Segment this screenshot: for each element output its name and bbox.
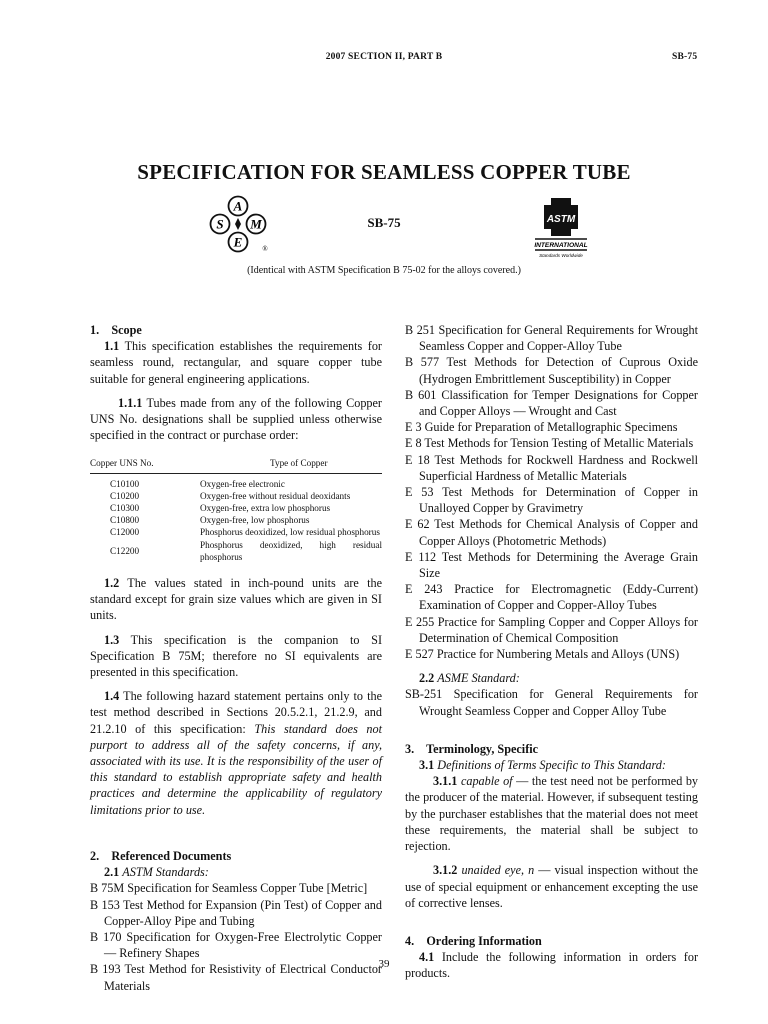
section-heading-terminology: 3. Terminology, Specific bbox=[405, 741, 539, 756]
para-text: Tubes made from any of the following Copper UNS No. designations shall be supplied unless otherwise specified in the contract or purchase order: bbox=[90, 395, 382, 443]
astm-logo-tagline: Standards Worldwide bbox=[539, 253, 583, 258]
para-number: 4.1 bbox=[419, 950, 435, 965]
uns-cell: C10800 bbox=[110, 515, 140, 526]
reference-item: B 75M Specification for Seamless Copper Tube [Metric] bbox=[90, 881, 368, 896]
document-title: SPECIFICATION FOR SEAMLESS COPPER TUBE bbox=[137, 160, 631, 184]
type-cell: Oxygen-free, extra low phosphorus bbox=[200, 503, 331, 514]
para-subtitle: ASTM Standards: bbox=[122, 865, 209, 880]
para-number: 2.2 bbox=[419, 671, 435, 686]
running-header-left: 2007 SECTION II, PART B bbox=[325, 52, 443, 62]
table-row bbox=[90, 473, 382, 490]
asme-letter-e: E bbox=[233, 234, 243, 250]
paragraph-2-1 bbox=[90, 864, 382, 880]
hazard-statement: This standard does not purport to address all of the safety concerns, if any, associated with its use. It is the responsibility of the user of this standard to establish appropriate safety and health practices and determine the applicability of regulatory limitations prior to use. bbox=[90, 721, 382, 817]
para-number: 1.4 bbox=[104, 689, 120, 704]
table-header-row bbox=[90, 457, 382, 473]
astm-logo-name: INTERNATIONAL bbox=[534, 242, 588, 249]
section-heading-scope: 1. Scope bbox=[90, 323, 142, 337]
type-cell: Oxygen-free, low phosphorus bbox=[200, 515, 310, 526]
column-header-type: Type of Copper bbox=[200, 457, 382, 473]
reference-item: E 3 Guide for Preparation of Metallographic Specimens bbox=[405, 420, 678, 435]
left-column bbox=[90, 322, 382, 994]
page-number: 39 bbox=[378, 958, 390, 970]
reference-item: E 18 Test Methods for Rockwell Hardness and Rockwell Superficial Hardness of Metallic Materials bbox=[405, 452, 698, 483]
para-number: 1.3 bbox=[104, 632, 120, 647]
spec-code: SB-75 bbox=[367, 215, 401, 230]
para-subtitle: Definitions of Terms Specific to This Standard: bbox=[437, 758, 666, 773]
type-cell: Oxygen-free without residual deoxidants bbox=[200, 490, 351, 501]
section-heading-referenced: 2. Referenced Documents bbox=[90, 848, 232, 863]
reference-item: B 153 Test Method for Expansion (Pin Test) of Copper and Copper-Alloy Pipe and Tubing bbox=[90, 897, 382, 928]
asme-letter-a: A bbox=[233, 198, 243, 214]
para-subtitle: ASME Standard: bbox=[437, 671, 520, 686]
para-number: 2.1 bbox=[104, 865, 120, 880]
reference-item: E 53 Test Methods for Determination of Copper in Unalloyed Copper by Gravimetry bbox=[405, 485, 698, 516]
section-heading-ordering: 4. Ordering Information bbox=[405, 933, 542, 948]
paragraph-2-2 bbox=[405, 670, 698, 686]
uns-cell: C10100 bbox=[110, 478, 140, 489]
paragraph-1-4 bbox=[90, 688, 382, 818]
asme-letter-s: S bbox=[216, 216, 224, 232]
reference-item: B 601 Classification for Temper Designations for Copper and Copper Alloys — Wrought and Cast bbox=[405, 387, 698, 419]
defined-term: unaided eye, n bbox=[461, 863, 535, 878]
para-number: 3.1 bbox=[419, 758, 435, 773]
para-text: This specification is the companion to SI Specification B 75M; therefore no SI equivalents are presented in this specification. bbox=[90, 632, 383, 680]
paragraph-3-1-1 bbox=[405, 773, 698, 854]
column-header-uns: Copper UNS No. bbox=[90, 457, 200, 473]
uns-cell: C10200 bbox=[110, 490, 140, 501]
defined-term: capable of bbox=[460, 774, 513, 789]
reference-item: E 8 Test Methods for Tension Testing of Metallic Materials bbox=[405, 436, 694, 451]
uns-cell: C12000 bbox=[110, 527, 140, 538]
table-row bbox=[90, 539, 382, 563]
asme-letter-m: M bbox=[250, 216, 262, 232]
para-text: This specification establishes the requirements for seamless round, rectangular, and square copper tube suitable for general engineering applications. bbox=[90, 339, 382, 386]
reference-item: E 255 Practice for Sampling Copper and Copper Alloys for Determination of Chemical Composition bbox=[405, 614, 698, 645]
type-cell: Phosphorus deoxidized, high residual phosphorus bbox=[200, 539, 382, 562]
reference-item: B 577 Test Methods for Detection of Cuprous Oxide (Hydrogen Embrittlement Susceptibility) in Copper bbox=[405, 355, 698, 386]
paragraph-3-1-2 bbox=[405, 862, 698, 911]
reference-item: B 193 Test Method for Resistivity of Electrical Conductor Materials bbox=[90, 962, 382, 993]
astm-logo-graphic bbox=[530, 196, 592, 260]
definition-text: — visual inspection without the use of special equipment or enhancement excepting the use of corrective lenses. bbox=[405, 863, 699, 910]
reference-item: B 251 Specification for General Requirements for Wrought Seamless Copper and Copper-Alloy Tube bbox=[405, 323, 698, 354]
table-row bbox=[90, 514, 382, 526]
para-number: 1.2 bbox=[104, 576, 120, 591]
uns-cell: C10300 bbox=[110, 503, 140, 514]
reference-item: SB-251 Specification for General Requirements for Wrought Seamless Copper and Copper Alloy Tube bbox=[405, 687, 698, 718]
para-text: Include the following information in orders for products. bbox=[405, 950, 699, 981]
registered-mark: ® bbox=[262, 245, 268, 253]
astm-logo bbox=[530, 196, 592, 260]
type-cell: Oxygen-free electronic bbox=[200, 478, 285, 489]
reference-item: B 170 Specification for Oxygen-Free Electrolytic Copper — Refinery Shapes bbox=[90, 929, 382, 961]
table-row bbox=[90, 526, 382, 538]
reference-item: E 62 Test Methods for Chemical Analysis of Copper and Copper Alloys (Photometric Methods) bbox=[405, 517, 698, 548]
paragraph-3-1 bbox=[405, 757, 698, 773]
reference-item: E 243 Practice for Electromagnetic (Eddy-Current) Examination of Copper and Copper-Alloy Tubes bbox=[405, 582, 698, 613]
identical-statement: (Identical with ASTM Specification B 75-02 for the alloys covered.) bbox=[247, 265, 521, 276]
para-number: 3.1.1 bbox=[433, 774, 458, 789]
para-number: 3.1.2 bbox=[433, 863, 458, 878]
right-column bbox=[405, 322, 698, 982]
reference-item: E 112 Test Methods for Determining the Average Grain Size bbox=[405, 549, 698, 581]
para-number: 1.1.1 bbox=[118, 395, 143, 410]
uns-cell: C12200 bbox=[110, 545, 140, 556]
para-text: The following hazard statement pertains only to the test method described in Sections 20.5.2.1, 21.2.9, and 21.2.10 of this specification: bbox=[90, 689, 382, 736]
running-header-right: SB-75 bbox=[672, 52, 698, 62]
definition-text: — the test need not be performed by the producer of the material. However, if subsequent testing by the purchaser establishes that the material does not meet these requirements, the material shall be subject to rejection. bbox=[405, 774, 699, 854]
para-text: The values stated in inch-pound units are the standard except for grain size values which are given in SI units. bbox=[90, 576, 382, 623]
paragraph-1-1-1 bbox=[90, 395, 382, 444]
table-row bbox=[90, 490, 382, 502]
para-number: 1.1 bbox=[104, 339, 120, 354]
paragraph-1-1 bbox=[90, 338, 382, 387]
type-cell: Phosphorus deoxidized, low residual phosphorus bbox=[200, 527, 380, 538]
paragraph-1-3 bbox=[90, 632, 382, 681]
copper-uns-table bbox=[90, 457, 382, 563]
paragraph-1-2 bbox=[90, 575, 382, 624]
reference-item: E 527 Practice for Numbering Metals and Alloys (UNS) bbox=[405, 647, 680, 662]
table-row bbox=[90, 502, 382, 514]
astm-logo-letters: ASTM bbox=[546, 214, 576, 225]
